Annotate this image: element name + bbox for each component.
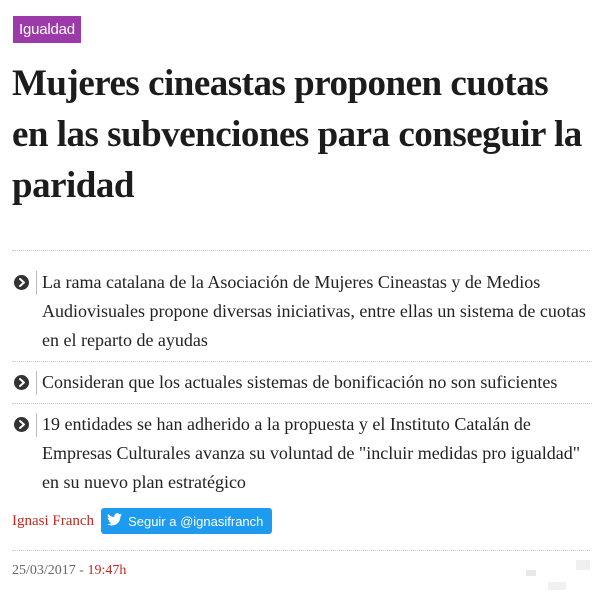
divider xyxy=(12,550,590,551)
summary-item xyxy=(12,362,592,404)
divider xyxy=(12,250,590,251)
summary-text: La rama catalana de la Asociación de Mujeres Cineastas y de Medios Audiovisuales propone diversas iniciativas, entre ellas un sistema de cuotas en el reparto de ayudas xyxy=(42,272,586,350)
bullet-separator xyxy=(36,371,37,395)
chevron-right-circle-icon xyxy=(14,275,29,290)
publish-date: 25/03/2017 xyxy=(12,563,76,578)
publish-time: 19:47h xyxy=(87,563,127,578)
chevron-right-circle-icon xyxy=(14,375,29,390)
dateline xyxy=(12,563,126,579)
twitter-bird-icon xyxy=(107,513,122,529)
summary-list xyxy=(12,262,592,503)
summary-item xyxy=(12,404,592,503)
bullet-separator xyxy=(36,271,37,295)
twitter-follow-button[interactable] xyxy=(101,508,272,534)
byline xyxy=(12,508,272,534)
follow-label: Seguir a @ignasifranch xyxy=(128,513,264,529)
chevron-right-circle-icon xyxy=(14,417,29,432)
author-link[interactable]: Ignasi Franch xyxy=(12,512,95,529)
bullet-separator xyxy=(36,413,37,437)
section-tag[interactable]: Igualdad xyxy=(13,16,81,43)
faded-image-fragment xyxy=(518,556,600,600)
summary-item xyxy=(12,262,592,362)
date-separator: - xyxy=(75,563,88,578)
summary-text: 19 entidades se han adherido a la propuesta y el Instituto Catalán de Empresas Culturales avanza su voluntad de "incluir medidas pro igualdad" en su nuevo plan estratégico xyxy=(42,414,581,492)
article-headline: Mujeres cineastas proponen cuotas en las subvenciones para conseguir la paridad xyxy=(12,63,582,206)
summary-text: Consideran que los actuales sistemas de bonificación no son suficientes xyxy=(42,372,558,392)
